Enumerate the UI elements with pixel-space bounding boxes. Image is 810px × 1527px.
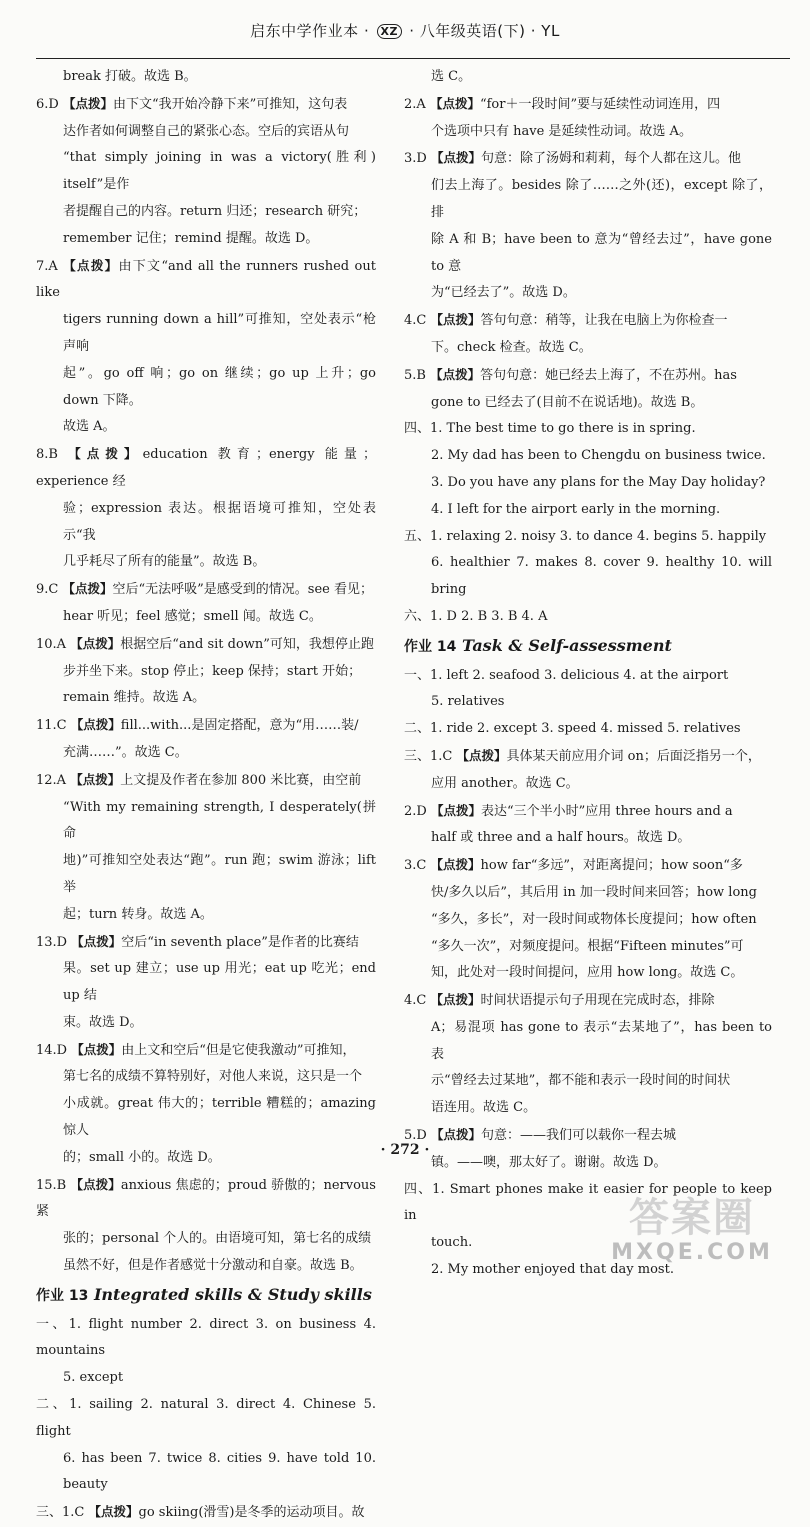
text-line: [36, 659, 376, 686]
line-text: 个选项中只有 have 是延续性动词。故选 A。: [431, 123, 692, 139]
text-line: [36, 576, 376, 604]
text-line: [404, 91, 772, 119]
text-line: [404, 880, 772, 907]
hint-label: 【点拨】: [430, 802, 481, 818]
text-line: [36, 361, 376, 415]
text-line: [36, 1312, 376, 1366]
text-line: [404, 307, 772, 335]
hint-label: 【点拨】: [71, 1041, 122, 1057]
text-line: [36, 1010, 376, 1037]
text-line: [36, 1446, 376, 1500]
line-text: remain 维持。故选 A。: [63, 690, 206, 706]
line-text: 上文提及作者在参加 800 米比赛，由空前: [120, 772, 362, 788]
right-column: [404, 64, 772, 1284]
hint-label: 【点拨】: [70, 1176, 121, 1192]
line-text: 第七名的成绩不算特别好，对他人来说，这只是一个: [63, 1069, 363, 1085]
line-text: 空后“in seventh place”是作者的比赛结: [121, 934, 359, 950]
text-line: [36, 1172, 376, 1227]
text-line: [36, 1226, 376, 1253]
text-line: [36, 631, 376, 659]
line-text: 一、1. flight number 2. direct 3. on business 4. mountains: [36, 1316, 376, 1359]
line-text: “多久一次”，对频度提问。根据“Fifteen minutes”可: [431, 938, 744, 954]
hint-label: 【点拨】: [430, 150, 481, 166]
text-line: [36, 441, 376, 496]
header-title: [250, 20, 560, 41]
text-line: [404, 443, 772, 470]
page-number: · 272 ·: [380, 1142, 430, 1158]
line-text: 起”。go off 响；go on 继续；go up 上升；go down 下降。: [63, 365, 376, 408]
text-line: [36, 307, 376, 361]
text-line: [36, 929, 376, 957]
hint-label: 【点拨】: [430, 1127, 481, 1143]
line-text: 果。set up 建立；use up 用光；eat up 吃光；end up 结: [63, 961, 376, 1004]
text-line: [36, 496, 376, 550]
answer-number: 15.B: [36, 1177, 67, 1193]
text-line: [36, 1253, 376, 1280]
text-line: [36, 902, 376, 929]
line-text: 步并坐下来。stop 停止；keep 保持；start 开始；: [63, 663, 362, 679]
line-text: how far“多远”，对距离提问；how soon“多: [480, 858, 743, 874]
answer-number: 12.A: [36, 772, 67, 788]
text-line: [404, 771, 772, 798]
text-line: [36, 795, 376, 849]
line-text: 四、1. The best time to go there is in spring.: [404, 421, 696, 437]
hint-label: 【点拨】: [70, 635, 121, 651]
line-text: 选 C。: [431, 69, 472, 84]
line-text: 二、1. ride 2. except 3. speed 4. missed 5. relatives: [404, 721, 741, 737]
answer-number: 3.D: [404, 151, 427, 167]
hint-label: 【点拨】: [70, 771, 121, 787]
line-text: 应用 another。故选 C。: [431, 775, 579, 791]
text-line: [36, 1392, 376, 1446]
text-line: [36, 1365, 376, 1392]
line-text: 快/多久以后”，其后用 in 加一段时间来回答；how long: [431, 884, 757, 900]
text-line: [404, 280, 772, 307]
hint-label: 【点拨】: [63, 257, 119, 273]
header-divider: [36, 58, 790, 59]
answer-number: 2.A: [404, 96, 426, 112]
xz-badge: XZ: [377, 24, 402, 39]
hint-label: 【点拨】: [68, 446, 143, 462]
line-text: 由下文“我开始冷静下来”可推知，这句表: [112, 96, 348, 112]
text-line: [404, 227, 772, 281]
line-text: 5. except: [63, 1370, 124, 1386]
answer-number: 4.C: [404, 993, 427, 1009]
line-text: fill...with...是固定搭配，意为“用……装/: [120, 718, 359, 734]
answer-number: 14.D: [36, 1042, 68, 1058]
line-text: 束。故选 D。: [63, 1014, 143, 1030]
text-line: [404, 145, 772, 173]
line-text: 答句句意：稍等，让我在电脑上为你检查一: [480, 313, 728, 329]
text-line: [36, 1064, 376, 1091]
text-line: [404, 1068, 772, 1095]
line-text: hear 听见；feel 感觉；smell 闻。故选 C。: [63, 608, 322, 624]
text-line: [36, 1037, 376, 1065]
answer-number: 5.D: [404, 1128, 427, 1144]
hint-label: 【点拨】: [71, 933, 122, 949]
line-text: 为“已经去了”。故选 D。: [431, 285, 576, 301]
line-text: 充满……”。故选 C。: [63, 744, 188, 760]
text-line: [404, 604, 772, 631]
line-text: 6. healthier 7. makes 8. cover 9. healthy 10. will bring: [431, 555, 772, 598]
text-line: [36, 1499, 376, 1527]
line-text: 由下文“and all the runners rushed out like: [36, 258, 376, 301]
text-line: [36, 414, 376, 441]
line-text: 四、1. Smart phones make it easier for people to keep in: [404, 1181, 772, 1224]
line-text: 6. has been 7. twice 8. cities 9. have told 10. beauty: [63, 1450, 376, 1493]
answer-number: 4.C: [404, 313, 427, 329]
answer-number: 10.A: [36, 636, 67, 652]
line-text: 语连用。故选 C。: [431, 1100, 537, 1116]
hint-label: 【点拨】: [62, 95, 113, 111]
line-text: 答句句意：她已经去上海了，不在苏州。has: [480, 367, 737, 383]
text-line: [36, 64, 376, 91]
hint-label: 【点拨】: [430, 366, 481, 382]
line-text: 时间状语提示句子用现在完成时态，排除: [480, 993, 715, 1009]
hint-label: 【点拨】: [430, 312, 481, 328]
line-text: remember 记住；remind 提醒。故选 D。: [63, 230, 319, 246]
answer-number: 2.D: [404, 803, 427, 819]
text-line: [36, 145, 376, 199]
watermark-logo: [592, 1196, 792, 1270]
line-text: 根据空后“and sit down”可知，我想停止跑: [120, 636, 374, 652]
text-line: [404, 852, 772, 880]
text-line: [36, 712, 376, 740]
hint-label: 【点拨】: [62, 581, 113, 597]
left-column: [36, 64, 376, 1527]
answer-number: 13.D: [36, 934, 68, 950]
line-text: 二、1. sailing 2. natural 3. direct 4. Chinese 5. flight: [36, 1397, 376, 1439]
text-line: [36, 685, 376, 712]
section-title: Integrated skills & Study skills: [93, 1284, 372, 1304]
line-text: 几乎耗尽了所有的能量”。故选 B。: [63, 554, 266, 570]
hint-label: 【点拨】: [70, 717, 121, 733]
answer-number: 8.B: [36, 447, 58, 463]
text-line: [36, 199, 376, 226]
watermark-line2: MXQE.COM: [611, 1240, 773, 1265]
line-text: 达作者如何调整自己的紧张心态。空后的宾语从句: [63, 123, 350, 139]
line-text: 示“曾经去过某地”，都不能和表示一段时间的时间状: [431, 1073, 731, 1089]
line-text: “that simply joining in was a victory(胜利) itself”是作: [63, 150, 376, 193]
line-text: 空后“无法呼吸”是感受到的情况。see 看见；: [112, 582, 373, 598]
line-text: touch.: [431, 1235, 473, 1251]
line-text: 小成就。great 伟大的；terrible 糟糕的；amazing 惊人: [63, 1096, 376, 1139]
text-line: [36, 91, 376, 119]
line-text: 张的；personal 个人的。由语境可知，第七名的成绩: [63, 1231, 372, 1247]
text-line: [404, 798, 772, 826]
line-text: “With my remaining strength, I desperately(拼命: [63, 799, 376, 842]
section-title: Task & Self-assessment: [461, 635, 672, 655]
text-line: [404, 1095, 772, 1122]
line-text: 3. Do you have any plans for the May Day holiday?: [431, 474, 766, 490]
hint-label: 【点拨】: [430, 857, 481, 873]
text-line: [404, 1015, 772, 1069]
section-heading: [36, 1282, 376, 1310]
section-heading: [404, 633, 772, 661]
line-text: 起；turn 转身。故选 A。: [63, 906, 213, 922]
text-line: [36, 1091, 376, 1145]
text-line: [404, 907, 772, 934]
line-text: 表达“三个半小时”应用 three hours and a: [480, 803, 733, 819]
line-text: “多久，多长”，对一段时间或物体长度提问；how often: [431, 911, 757, 927]
line-text: 故选 A。: [63, 419, 116, 435]
text-line: [36, 767, 376, 795]
answer-number: 3.C: [404, 858, 427, 874]
answer-number: 6.D: [36, 96, 59, 112]
page-header: [0, 20, 810, 60]
hint-label: 【点拨】: [429, 95, 480, 111]
answer-number: 三、1.C: [36, 1505, 85, 1521]
line-text: 们去上海了。besides 除了……之外(还)，except 除了，排: [431, 178, 772, 220]
text-line: [404, 470, 772, 497]
text-line: [404, 524, 772, 551]
text-line: [404, 987, 772, 1015]
line-text: “for＋一段时间”要与延续性动词连用，四: [479, 96, 721, 112]
line-text: 4. I left for the airport early in the morning.: [431, 501, 721, 517]
line-text: education 教育；energy 能量；experience 经: [36, 447, 376, 489]
line-text: 除 A 和 B；have been to 意为“曾经去过”，have gone to 意: [431, 231, 772, 274]
line-text: 镇。——噢，那太好了。谢谢。故选 D。: [431, 1154, 667, 1170]
line-text: break 打破。故选 B。: [63, 69, 197, 84]
line-text: 虽然不好，但是作者感觉十分激动和自豪。故选 B。: [63, 1258, 363, 1274]
line-text: 下。check 检查。故选 C。: [431, 339, 592, 355]
watermark-line1: 答案圈: [629, 1195, 755, 1241]
text-line: [404, 64, 772, 91]
text-line: [404, 335, 772, 362]
text-line: [404, 390, 772, 417]
line-text: tigers running down a hill”可推知，空处表示“枪声响: [63, 312, 376, 354]
text-line: [404, 689, 772, 716]
header-title-suffix: · 八年级英语(下) · YL: [409, 22, 560, 40]
text-line: [36, 740, 376, 767]
hint-label: 【点拨】: [456, 747, 507, 763]
text-line: [404, 497, 772, 524]
text-line: [404, 416, 772, 443]
line-text: A；易混项 has gone to 表示“去某地了”，has been to 表: [431, 1019, 772, 1062]
line-text: 地)”可推知空处表达“跑”。run 跑；swim 游泳；lift 举: [63, 853, 376, 895]
line-text: 的；small 小的。故选 D。: [63, 1149, 221, 1165]
answer-number: 7.A: [36, 258, 58, 274]
line-text: 具体某天前应用介词 on；后面泛指另一个，: [506, 748, 761, 764]
answer-number: 11.C: [36, 718, 67, 734]
line-text: 2. My dad has been to Chengdu on business twice.: [431, 448, 766, 464]
line-text: 由上文和空后“但是它使我激动”可推知，: [121, 1042, 356, 1058]
text-line: [404, 550, 772, 604]
line-text: 2. My mother enjoyed that day most.: [431, 1262, 674, 1278]
line-text: 知，此处对一段时间提问，应用 how long。故选 C。: [431, 965, 744, 981]
line-text: go skiing(滑雪)是冬季的运动项目。故: [138, 1505, 365, 1521]
text-line: [404, 173, 772, 227]
line-text: anxious 焦虑的；proud 骄傲的；nervous 紧: [36, 1177, 376, 1220]
answer-number: 9.C: [36, 582, 59, 598]
line-text: gone to 已经去了(目前不在说话地)。故选 B。: [431, 394, 704, 410]
line-text: 验；expression 表达。根据语境可推知，空处表示“我: [63, 500, 376, 543]
text-line: [36, 253, 376, 308]
hint-label: 【点拨】: [430, 992, 481, 1008]
text-line: [404, 960, 772, 987]
text-line: [36, 956, 376, 1010]
line-text: 句意：——我们可以载你一程去城: [480, 1128, 676, 1144]
answer-number: 三、1.C: [404, 748, 453, 764]
text-line: [404, 934, 772, 961]
line-text: 五、1. relaxing 2. noisy 3. to dance 4. begins 5. happily: [404, 528, 767, 544]
section-number: 作业 14: [404, 638, 457, 655]
line-text: 句意：除了汤姆和莉莉，每个人都在这儿。他: [480, 151, 741, 167]
text-line: [404, 825, 772, 852]
text-line: [36, 848, 376, 902]
answer-number: 5.B: [404, 367, 426, 383]
text-line: [404, 716, 772, 743]
line-text: half 或 three and a half hours。故选 D。: [431, 830, 691, 846]
hint-label: 【点拨】: [88, 1504, 139, 1520]
text-line: [36, 119, 376, 146]
text-line: [404, 663, 772, 690]
text-line: [404, 119, 772, 146]
section-number: 作业 13: [36, 1287, 89, 1304]
text-line: [404, 743, 772, 771]
text-line: [36, 549, 376, 576]
text-line: [36, 604, 376, 631]
line-text: 六、1. D 2. B 3. B 4. A: [404, 608, 548, 624]
line-text: 一、1. left 2. seafood 3. delicious 4. at the airport: [404, 667, 729, 683]
line-text: 5. relatives: [431, 694, 505, 710]
header-title-prefix: 启东中学作业本 ·: [250, 22, 370, 40]
line-text: 者提醒自己的内容。return 归还；research 研究；: [63, 203, 367, 219]
text-line: [36, 226, 376, 253]
text-line: [404, 362, 772, 390]
